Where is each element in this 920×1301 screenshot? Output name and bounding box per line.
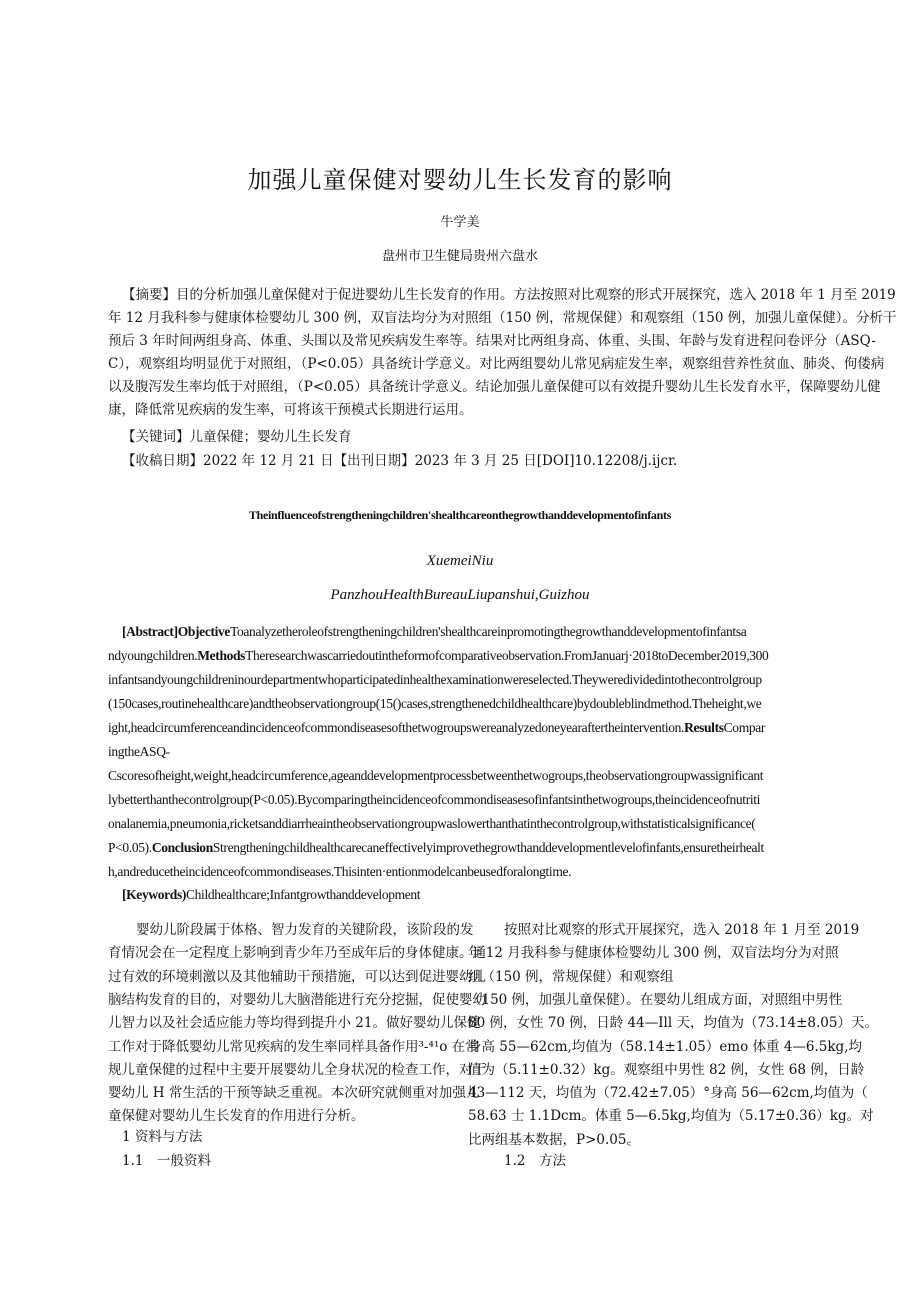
text-line: 过有效的环境刺激以及其他辅助干预措施，可以达到促进婴幼儿 — [108, 968, 486, 985]
text-line: 童保健对婴幼儿生长发育的作用进行分析。 — [108, 1108, 365, 1125]
bold-label: [Abstract]Objective — [122, 624, 231, 639]
text-line: 比两组基本数据，P>0.05꜀ — [468, 1131, 632, 1148]
text-line: 43—112 天，均值为（72.42±7.05）°身高 56—62cm,均值为（ — [468, 1085, 868, 1102]
text-line — [108, 744, 812, 760]
text-line: 规儿童保健的过程中主要开展婴幼儿全身状况的检查工作，对于 — [108, 1061, 486, 1078]
author-name: 牛学美 — [440, 215, 480, 230]
text-line: C），观察组均明显优于对照组，（P<0.05）具备统计学意义。对比两组婴幼儿常见病症发生率，观察组营养性贫血、肺炎、佝偻病 — [108, 356, 885, 372]
received-published-dates: 【收稿日期】2022 年 12 月 21 日【出刊日期】2023 年 3 月 25 日[DOI]10.12208/j.ijcr. — [122, 453, 678, 469]
bold-label: Results — [684, 720, 724, 735]
text-segment: Toanalyzetheroleofstrengtheningchildren'shealthcareinpromotingthegrowthanddevelopmentofinfantsa — [230, 624, 747, 639]
section-heading-1: 1 资料与方法 — [122, 1129, 203, 1145]
text-line: 儿智力以及社会适应能力等均得到提升小 21。做好婴幼儿保健 — [108, 1015, 481, 1032]
text-line — [108, 816, 812, 832]
text-segment: ingtheASQ- — [108, 744, 170, 759]
text-line — [108, 768, 812, 784]
text-line: 年 12 月我科参与健康体检婴幼儿 300 例，双盲法均分为对照 — [468, 945, 839, 962]
english-affiliation: PanzhouHealthBureauLiupanshui,Guizhou — [330, 587, 590, 603]
text-line: 婴幼儿 H 常生活的干预等缺乏重视。本次研究就侧重对加强儿 — [108, 1085, 480, 1102]
text-segment: ndyoungchildren. — [108, 648, 198, 663]
text-line — [108, 672, 812, 688]
text-line: 育情况会在一定程度上影响到青少年乃至成年后的身体健康。通 — [108, 945, 486, 962]
text-segment: P<0.05). — [108, 840, 152, 855]
text-line: 预后 3 年时间两组身高、体重、头围以及常见疾病发生率等。结果对比两组身高、体重、头围、年龄与发育进程问卷评分（ASQ- — [108, 333, 876, 349]
english-author: XuemeiNiu — [426, 553, 494, 569]
text-segment: Childhealthcare;Infantgrowthanddevelopment — [186, 887, 421, 902]
text-segment: h,andreducetheincidenceofcommondiseases.Thisinten·entionmodelcanbeusedforalongtime. — [108, 864, 572, 879]
bold-label: [Keywords) — [122, 887, 186, 902]
text-segment: ight,headcircumferenceandincidenceofcommondiseasesofthetwogroupswereanalyzedoneyearaftertheintervention. — [108, 720, 685, 735]
text-line: 58.63 士 1.1Dcm。体重 5—6.5kg,均值为（5.17±0.36）kg。对 — [468, 1108, 874, 1125]
text-segment: (150cases,routinehealthcare)andtheobservationgroup(15()cases,strengthenedchildhealthcare)bydoubleblindmethod.Theheight,we — [108, 696, 762, 711]
text-segment: Compar — [723, 720, 766, 735]
text-line: 脑结构发育的目的，对婴幼儿大脑潜能进行充分挖掘，促使婴幼 — [108, 991, 486, 1008]
text-line — [108, 720, 812, 736]
text-line: 值为（5.11±0.32）kg。观察组中男性 82 例，女性 68 例，日龄 — [468, 1061, 865, 1078]
text-segment: onalanemia,pneumonia,ricketsanddiarrheaintheobservationgroupwaslowerthanthatinthecontrolgroup,withstatisticalsignificance( — [108, 816, 756, 831]
paper-title: 加强儿童保健对婴幼儿生长发育的影响 — [247, 166, 673, 194]
text-line — [108, 792, 812, 808]
text-segment: Cscoresofheight,weight,headcircumference,ageanddevelopmentprocessbetweenthetwogroups,theobservationgroupwassignificant — [108, 768, 764, 783]
text-line: 以及腹泻发生率均低于对照组，（P<0.05）具备统计学意义。结论加强儿童保健可以有效提升婴幼儿生长发育水平，保障婴幼儿健 — [108, 379, 881, 395]
text-line: 按照对比观察的形式开展探究，选入 2018 年 1 月至 2019 — [504, 922, 860, 938]
text-line: 工作对于降低婴幼儿常见疾病的发生率同样具备作用³-⁴¹o 在常 — [108, 1038, 479, 1055]
english-title: Theinfluenceofstrengtheningchildren'shealthcareonthegrowthanddevelopmentofinfants — [248, 508, 672, 522]
text-segment: Theresearchwascarriedoutintheformofcomparativeobservation.FromJanuarj·2018toDecember2019,300 — [245, 648, 769, 663]
bold-label: Methods — [197, 648, 246, 663]
text-line: 年 12 月我科参与健康体检婴幼儿 300 例，双盲法均分为对照组（150 例，常规保健）和观察组（150 例，加强儿童保健）。分析干 — [108, 310, 897, 326]
text-line — [122, 624, 812, 640]
text-line — [108, 864, 812, 880]
text-segment: lybetterthanthecontrolgroup(P<0.05).Bycomparingtheincidenceofcommondiseasesofinfantsinthetwogroups,theincidenceofnutriti — [108, 792, 761, 807]
section-heading-1-2: 1.2 方法 — [504, 1153, 566, 1169]
text-line: 【摘要】目的分析加强儿童保健对于促进婴幼儿生长发育的作用。方法按照对比观察的形式开展探究，选入 2018 年 1 月至 2019 — [122, 287, 896, 303]
text-line: （150 例，加强儿童保健）。在婴幼儿组成方面，对照组中男性 — [468, 991, 843, 1008]
text-line — [108, 648, 812, 664]
text-line: 组（150 例，常规保健）和观察组 — [468, 968, 674, 985]
text-line — [108, 696, 812, 712]
text-line: 康，降低常见疾病的发生率，可将该干预模式长期进行运用。 — [108, 402, 473, 418]
chinese-keywords: 【关键词】儿童保健；婴幼儿生长发育 — [122, 429, 352, 445]
section-heading-1-1: 1.1 一般资料 — [122, 1153, 211, 1169]
text-line — [108, 840, 812, 856]
english-keywords — [122, 887, 420, 903]
text-segment: infantsandyoungchildreninourdepartmentwhoparticipatedinhealthexaminationwereselected.Theyweredividedintothecontrolgroup — [108, 672, 762, 687]
text-line: 身高 55—62cm,均值为（58.14±1.05）emo 体重 4—6.5kg,均 — [468, 1038, 862, 1055]
text-line: 80 例，女性 70 例，日龄 44—Ill 天，均值为（73.14±8.05）天。 — [468, 1015, 878, 1032]
text-segment: Strengtheningchildhealthcarecaneffectivelyimprovethegrowthanddevelopmentlevelofinfants,ensuretheirhealt — [212, 840, 764, 855]
text-line: 婴幼儿阶段属于体格、智力发育的关键阶段，该阶段的发 — [136, 922, 474, 938]
author-affiliation: 盘州市卫生健局贵州六盘水 — [381, 249, 538, 264]
bold-label: Conclusion — [151, 840, 213, 855]
